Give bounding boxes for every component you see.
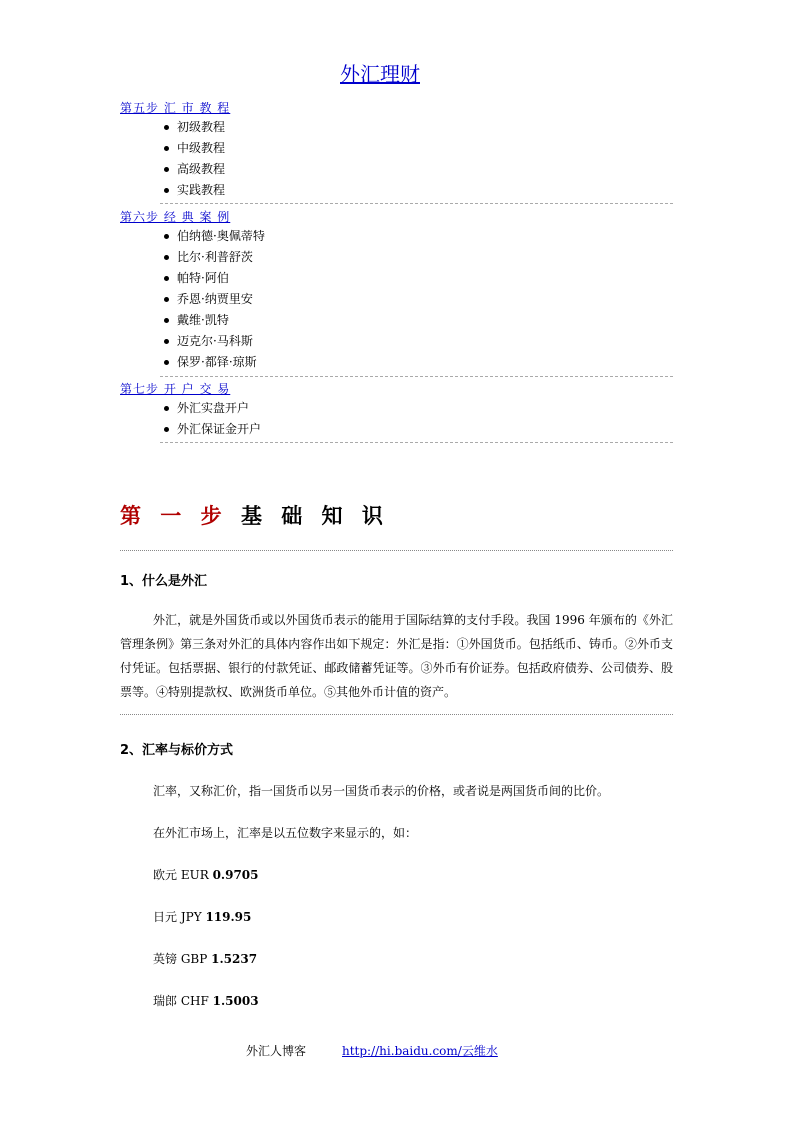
- list-item: 迈克尔·马科斯: [162, 331, 265, 352]
- paragraph: 汇率，又称汇价，指一国货币以另一国货币表示的价格，或者说是两国货币间的比价。: [153, 784, 610, 798]
- toc-step7-list: [162, 398, 261, 440]
- section-title: 基 础 知 识: [240, 504, 389, 528]
- list-item: 实践教程: [162, 180, 225, 201]
- question-heading: 1、什么是外汇: [120, 574, 208, 589]
- list-item: 外汇保证金开户: [162, 419, 261, 440]
- rate-line: [153, 992, 259, 1009]
- footer-url-link[interactable]: http://hi.baidu.com/云维水: [342, 1044, 498, 1058]
- list-item: 乔恩·纳贾里安: [162, 289, 265, 310]
- section-step-label: 第 一 步: [120, 504, 228, 528]
- list-item: 中级教程: [162, 138, 225, 159]
- rate-value: 1.5003: [212, 994, 259, 1008]
- toc-step7-link[interactable]: 第七步 开 户 交 易: [120, 382, 231, 396]
- toc-step5-list: [162, 117, 225, 201]
- toc-step6-link[interactable]: 第六步 经 典 案 例: [120, 210, 231, 224]
- divider: [160, 442, 673, 443]
- rate-value: 1.5237: [211, 952, 258, 966]
- rate-line: [153, 950, 257, 967]
- question-heading: 2、汇率与标价方式: [120, 743, 234, 758]
- toc-step5-link[interactable]: 第五步 汇 市 教 程: [120, 101, 231, 115]
- question-body: 外汇，就是外国货币或以外国货币表示的能用于国际结算的支付手段。我国 1996 年颁布的《外汇管理条例》第三条对外汇的具体内容作出如下规定：外汇是指：①外国货币。包括纸币、铸币。②外币支付凭证。包括票据、银行的付款凭证、邮政储蓄凭证等。③外币有价证券。包括政府债券、公司债券、股票等。④特别提款权、欧洲货币单位。⑤其他外币计值的资产。: [120, 613, 673, 699]
- list-item: 外汇实盘开户: [162, 398, 261, 419]
- paragraph: 在外汇市场上，汇率是以五位数字来显示的，如：: [153, 826, 418, 840]
- divider: [160, 376, 673, 377]
- list-item: 高级教程: [162, 159, 225, 180]
- list-item: 帕特·阿伯: [162, 268, 265, 289]
- currency-label: 瑞郎 CHF: [153, 994, 209, 1008]
- list-item: 保罗·都铎·琼斯: [162, 352, 265, 373]
- section-heading: [120, 500, 389, 530]
- rate-line: [153, 908, 251, 925]
- list-item: 初级教程: [162, 117, 225, 138]
- divider: [160, 203, 673, 204]
- currency-label: 欧元 EUR: [153, 868, 209, 882]
- list-item: 比尔·利普舒茨: [162, 247, 265, 268]
- currency-label: 日元 JPY: [153, 910, 202, 924]
- divider: [120, 714, 673, 715]
- list-item: 戴维·凯特: [162, 310, 265, 331]
- currency-label: 英镑 GBP: [153, 952, 208, 966]
- rate-line: [153, 866, 259, 883]
- divider: [120, 550, 673, 551]
- page-title[interactable]: 外汇理财: [340, 62, 420, 86]
- rate-value: 119.95: [205, 910, 252, 924]
- footer-blog: 外汇人博客: [246, 1044, 307, 1058]
- rate-value: 0.9705: [212, 868, 259, 882]
- toc-step6-list: [162, 226, 265, 373]
- list-item: 伯纳德·奥佩蒂特: [162, 226, 265, 247]
